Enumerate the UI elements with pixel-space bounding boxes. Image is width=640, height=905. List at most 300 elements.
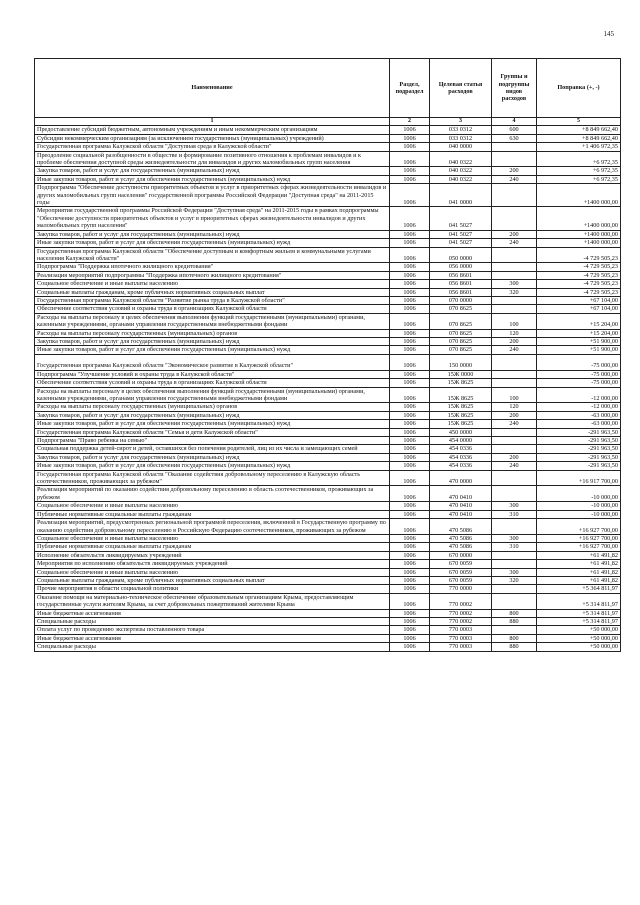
cell-amount: +61 491,82 bbox=[537, 551, 621, 559]
cell-section: 1006 bbox=[390, 609, 430, 617]
cell-name: Государственная программа Калужской области "Семья и дети Калужской области" bbox=[35, 428, 390, 436]
cell-section: 1006 bbox=[390, 305, 430, 313]
cell-name: Подпрограмма "Поддержка ипотечного жилищного кредитования" bbox=[35, 263, 390, 271]
table-row bbox=[35, 126, 621, 134]
cell-amount: -4 729 505,23 bbox=[537, 247, 621, 263]
cell-target: 454 0336 bbox=[430, 445, 492, 453]
cell-section: 1006 bbox=[390, 462, 430, 470]
cell-amount: +50 000,00 bbox=[537, 643, 621, 651]
header-number: 4 bbox=[492, 118, 537, 126]
cell-name: Реализация мероприятий подпрограммы "Поддержка ипотечного жилищного кредитования" bbox=[35, 271, 390, 279]
cell-name: Подпрограмма "Право ребенка на семью" bbox=[35, 437, 390, 445]
cell-section: 1006 bbox=[390, 445, 430, 453]
header-number: 3 bbox=[430, 118, 492, 126]
cell-target: 770 0003 bbox=[430, 634, 492, 642]
cell-group bbox=[492, 560, 537, 568]
cell-section: 1006 bbox=[390, 379, 430, 387]
cell-section: 1006 bbox=[390, 337, 430, 345]
cell-amount: +6 972,35 bbox=[537, 167, 621, 175]
cell-amount: +51 900,00 bbox=[537, 337, 621, 345]
cell-target: 470 0000 bbox=[430, 470, 492, 486]
cell-name: Преодоление социальной разобщенности в обществе и формирование позитивного отношения к проблемам инвалидов и к проблеме обеспечения доступной среды жизнедеятельности для инвалидов и других маломобильных групп населения bbox=[35, 151, 390, 167]
cell-amount: +16 927 700,00 bbox=[537, 519, 621, 535]
cell-name: Подпрограмма "Обеспечение доступности приоритетных объектов и услуг в приоритетных сферах жизнедеятельности инвалидов и других маломобильных групп населения" государственной программы Российской Федерации "Доступная среда" на 2011-2015 годы bbox=[35, 184, 390, 207]
table-row bbox=[35, 634, 621, 642]
cell-section: 1006 bbox=[390, 551, 430, 559]
cell-name: Социальное обеспечение и иные выплаты населению bbox=[35, 534, 390, 542]
cell-amount: -291 963,50 bbox=[537, 453, 621, 461]
cell-section: 1006 bbox=[390, 634, 430, 642]
cell-section: 1006 bbox=[390, 534, 430, 542]
cell-name: Расходы на выплаты персоналу государственных (муниципальных) органов bbox=[35, 403, 390, 411]
cell-target: 15Ж 8625 bbox=[430, 420, 492, 428]
cell-group bbox=[492, 305, 537, 313]
table-row bbox=[35, 280, 621, 288]
cell-section: 1006 bbox=[390, 175, 430, 183]
cell-target: 056 8601 bbox=[430, 271, 492, 279]
cell-amount: -63 000,00 bbox=[537, 411, 621, 419]
cell-section: 1006 bbox=[390, 568, 430, 576]
header-numbers-row bbox=[35, 118, 621, 126]
cell-target: 041 5027 bbox=[430, 207, 492, 230]
cell-target: 070 8625 bbox=[430, 305, 492, 313]
cell-target: 040 0322 bbox=[430, 167, 492, 175]
cell-amount: -63 000,00 bbox=[537, 420, 621, 428]
cell-section: 1006 bbox=[390, 271, 430, 279]
header-target: Целевая статья расходов bbox=[430, 59, 492, 118]
cell-group bbox=[492, 486, 537, 502]
cell-target: 670 0059 bbox=[430, 560, 492, 568]
cell-target: 033 0312 bbox=[430, 134, 492, 142]
cell-section: 1006 bbox=[390, 280, 430, 288]
table-row bbox=[35, 502, 621, 510]
cell-name: Иные закупки товаров, работ и услуг для обеспечения государственных (муниципальных) нужд bbox=[35, 420, 390, 428]
cell-group: 200 bbox=[492, 453, 537, 461]
cell-group bbox=[492, 271, 537, 279]
cell-amount: -4 729 505,23 bbox=[537, 271, 621, 279]
cell-target: 770 0003 bbox=[430, 626, 492, 634]
cell-group: 880 bbox=[492, 617, 537, 625]
cell-section: 1006 bbox=[390, 560, 430, 568]
cell-group: 240 bbox=[492, 346, 537, 354]
cell-amount: +5 314 811,97 bbox=[537, 609, 621, 617]
cell-section: 1006 bbox=[390, 239, 430, 247]
cell-amount: +5 364 811,97 bbox=[537, 585, 621, 593]
cell-name: Исполнение обязательств ликвидируемых учреждений bbox=[35, 551, 390, 559]
cell-amount: +15 204,00 bbox=[537, 313, 621, 329]
table-row bbox=[35, 560, 621, 568]
table-row bbox=[35, 593, 621, 609]
cell-section: 1006 bbox=[390, 126, 430, 134]
cell-target: 470 5086 bbox=[430, 534, 492, 542]
cell-amount: +51 900,00 bbox=[537, 346, 621, 354]
cell-amount: -4 729 505,23 bbox=[537, 263, 621, 271]
table-row bbox=[35, 411, 621, 419]
cell-target: 070 8625 bbox=[430, 337, 492, 345]
cell-group bbox=[492, 470, 537, 486]
cell-section: 1006 bbox=[390, 543, 430, 551]
cell-target: 040 0322 bbox=[430, 175, 492, 183]
cell-group bbox=[492, 370, 537, 378]
cell-amount: +61 491,82 bbox=[537, 576, 621, 584]
cell-group: 600 bbox=[492, 126, 537, 134]
cell-group bbox=[492, 626, 537, 634]
cell-name: Закупка товаров, работ и услуг для государственных (муниципальных) нужд bbox=[35, 337, 390, 345]
cell-name: Реализация мероприятий, предусмотренных региональной программой переселения, включенной в Государственную программу по оказанию содействия добровольному переселению в Российскую Федерацию соотечественников, проживающих за рубежом bbox=[35, 519, 390, 535]
table-row bbox=[35, 445, 621, 453]
cell-section: 1006 bbox=[390, 626, 430, 634]
cell-target: 056 8601 bbox=[430, 280, 492, 288]
cell-section: 1006 bbox=[390, 167, 430, 175]
cell-amount: +15 204,00 bbox=[537, 329, 621, 337]
table-row bbox=[35, 543, 621, 551]
cell-section: 1006 bbox=[390, 329, 430, 337]
cell-target: 070 8625 bbox=[430, 346, 492, 354]
cell-section: 1006 bbox=[390, 184, 430, 207]
table-row bbox=[35, 379, 621, 387]
table-row bbox=[35, 510, 621, 518]
cell-target: 040 0322 bbox=[430, 151, 492, 167]
cell-group bbox=[492, 437, 537, 445]
cell-section: 1006 bbox=[390, 428, 430, 436]
table-row bbox=[35, 617, 621, 625]
header-section: Раздел, подраздел bbox=[390, 59, 430, 118]
table-row bbox=[35, 230, 621, 238]
cell-group bbox=[492, 585, 537, 593]
cell-amount: +50 000,00 bbox=[537, 634, 621, 642]
cell-section: 1006 bbox=[390, 519, 430, 535]
cell-group: 120 bbox=[492, 329, 537, 337]
cell-group bbox=[492, 445, 537, 453]
cell-amount: +1400 000,00 bbox=[537, 207, 621, 230]
table-row bbox=[35, 288, 621, 296]
cell-group bbox=[492, 428, 537, 436]
cell-name: Иные закупки товаров, работ и услуг для обеспечения государственных (муниципальных) нужд bbox=[35, 239, 390, 247]
cell-name: Иные закупки товаров, работ и услуг для обеспечения государственных (муниципальных) нужд bbox=[35, 175, 390, 183]
cell-target: 470 0410 bbox=[430, 510, 492, 518]
cell-target: 770 0000 bbox=[430, 585, 492, 593]
cell-group: 200 bbox=[492, 411, 537, 419]
cell-group: 240 bbox=[492, 175, 537, 183]
cell-name: Государственная программа Калужской области "Оказание содействия добровольному переселению в Калужскую область соотечественников, проживающих за рубежом" bbox=[35, 470, 390, 486]
cell-name: Закупка товаров, работ и услуг для государственных (муниципальных) нужд bbox=[35, 411, 390, 419]
cell-amount: +67 104,00 bbox=[537, 305, 621, 313]
cell-target: 041 5027 bbox=[430, 239, 492, 247]
cell-name: Мероприятия по исполнению обязательств ликвидируемых учреждений bbox=[35, 560, 390, 568]
cell-name: Подпрограмма "Улучшение условий и охраны труда в Калужской области" bbox=[35, 370, 390, 378]
cell-amount: -10 000,00 bbox=[537, 486, 621, 502]
table-row bbox=[35, 551, 621, 559]
cell-amount: +1400 000,00 bbox=[537, 239, 621, 247]
cell-amount: -291 963,50 bbox=[537, 437, 621, 445]
cell-target: 450 0000 bbox=[430, 428, 492, 436]
cell-group: 240 bbox=[492, 462, 537, 470]
cell-name: Государственная программа Калужской области "Развитие рынка труда в Калужской области" bbox=[35, 296, 390, 304]
cell-target: 15Ж 8625 bbox=[430, 379, 492, 387]
table-row bbox=[35, 175, 621, 183]
cell-section: 1006 bbox=[390, 296, 430, 304]
table-row bbox=[35, 305, 621, 313]
table-row bbox=[35, 296, 621, 304]
table-row bbox=[35, 184, 621, 207]
cell-name: Реализация мероприятий по оказанию содействия добровольному переселению в область соотечественников, проживающих за рубежом bbox=[35, 486, 390, 502]
cell-group: 100 bbox=[492, 313, 537, 329]
cell-amount: -10 000,00 bbox=[537, 510, 621, 518]
cell-name: Расходы на выплаты персоналу в целях обеспечения выполнения функций государственными (муниципальными) органами, казенными учреждениями, органами управления государственными внебюджетными фондами bbox=[35, 387, 390, 403]
table-row bbox=[35, 143, 621, 151]
cell-section: 1006 bbox=[390, 207, 430, 230]
cell-target: 041 0000 bbox=[430, 184, 492, 207]
cell-section: 1006 bbox=[390, 585, 430, 593]
cell-name: Публичные нормативные социальные выплаты гражданам bbox=[35, 543, 390, 551]
table-row bbox=[35, 428, 621, 436]
table-row bbox=[35, 437, 621, 445]
cell-amount: -291 963,50 bbox=[537, 428, 621, 436]
cell-group bbox=[492, 247, 537, 263]
cell-group: 630 bbox=[492, 134, 537, 142]
cell-group: 320 bbox=[492, 576, 537, 584]
cell-section: 1006 bbox=[390, 151, 430, 167]
cell-group bbox=[492, 143, 537, 151]
table-row bbox=[35, 568, 621, 576]
cell-target: 470 5086 bbox=[430, 519, 492, 535]
table-row bbox=[35, 403, 621, 411]
cell-name: Государственная программа Калужской области "Доступная среда в Калужской области" bbox=[35, 143, 390, 151]
cell-name: Государственная программа Калужской области "Обеспечение доступным и комфортным жильем и коммунальными услугами населения Калужской области" bbox=[35, 247, 390, 263]
cell-amount: +1400 000,00 bbox=[537, 230, 621, 238]
cell-target: 470 0410 bbox=[430, 486, 492, 502]
cell-group: 310 bbox=[492, 543, 537, 551]
table-row bbox=[35, 370, 621, 378]
header-group: Группы и подгруппы видов расходов bbox=[492, 59, 537, 118]
table-row bbox=[35, 453, 621, 461]
cell-group bbox=[492, 519, 537, 535]
cell-amount: +1 406 972,35 bbox=[537, 143, 621, 151]
cell-group: 240 bbox=[492, 420, 537, 428]
table-row bbox=[35, 626, 621, 634]
cell-name: Государственная программа Калужской области "Экономическое развитие в Калужской области" bbox=[35, 354, 390, 370]
table-row bbox=[35, 239, 621, 247]
cell-amount: -75 000,00 bbox=[537, 354, 621, 370]
cell-name: Прочие мероприятия в области социальной политики bbox=[35, 585, 390, 593]
cell-target: 670 0059 bbox=[430, 576, 492, 584]
table-row bbox=[35, 263, 621, 271]
cell-section: 1006 bbox=[390, 288, 430, 296]
cell-name: Расходы на выплаты персоналу государственных (муниципальных) органов bbox=[35, 329, 390, 337]
cell-target: 470 5086 bbox=[430, 543, 492, 551]
cell-group: 300 bbox=[492, 568, 537, 576]
cell-target: 770 0002 bbox=[430, 609, 492, 617]
header-number: 1 bbox=[35, 118, 390, 126]
cell-amount: +61 491,82 bbox=[537, 568, 621, 576]
cell-amount: -4 729 505,23 bbox=[537, 288, 621, 296]
table-row bbox=[35, 609, 621, 617]
cell-name: Социальная поддержка детей-сирот и детей, оставшихся без попечения родителей, лиц из их числа и замещающих семей bbox=[35, 445, 390, 453]
cell-group: 240 bbox=[492, 239, 537, 247]
cell-section: 1006 bbox=[390, 420, 430, 428]
table-row bbox=[35, 470, 621, 486]
cell-section: 1006 bbox=[390, 143, 430, 151]
table-row bbox=[35, 387, 621, 403]
cell-name: Закупка товаров, работ и услуг для государственных (муниципальных) нужд bbox=[35, 230, 390, 238]
cell-section: 1006 bbox=[390, 230, 430, 238]
cell-amount: -75 000,00 bbox=[537, 370, 621, 378]
cell-amount: +8 849 662,40 bbox=[537, 134, 621, 142]
cell-section: 1006 bbox=[390, 411, 430, 419]
cell-amount: +1400 000,00 bbox=[537, 184, 621, 207]
cell-section: 1006 bbox=[390, 346, 430, 354]
table-row bbox=[35, 486, 621, 502]
cell-name: Иные закупки товаров, работ и услуг для обеспечения государственных (муниципальных) нужд bbox=[35, 462, 390, 470]
cell-section: 1006 bbox=[390, 617, 430, 625]
cell-amount: +5 314 811,97 bbox=[537, 593, 621, 609]
cell-amount: -75 000,00 bbox=[537, 379, 621, 387]
table-row bbox=[35, 313, 621, 329]
cell-target: 454 0336 bbox=[430, 453, 492, 461]
table-row bbox=[35, 271, 621, 279]
table-row bbox=[35, 207, 621, 230]
cell-group bbox=[492, 184, 537, 207]
cell-group: 100 bbox=[492, 387, 537, 403]
cell-target: 056 8601 bbox=[430, 288, 492, 296]
cell-target: 470 0410 bbox=[430, 502, 492, 510]
table-row bbox=[35, 643, 621, 651]
cell-name: Социальные выплаты гражданам, кроме публичных нормативных социальных выплат bbox=[35, 576, 390, 584]
cell-target: 770 0003 bbox=[430, 643, 492, 651]
cell-amount: +6 972,35 bbox=[537, 175, 621, 183]
cell-amount: +16 927 700,00 bbox=[537, 534, 621, 542]
cell-group: 120 bbox=[492, 403, 537, 411]
cell-group bbox=[492, 354, 537, 370]
cell-target: 070 8625 bbox=[430, 313, 492, 329]
cell-amount: +16 917 700,00 bbox=[537, 470, 621, 486]
table-row bbox=[35, 354, 621, 370]
cell-name: Закупка товаров, работ и услуг для государственных (муниципальных) нужд bbox=[35, 453, 390, 461]
cell-group: 200 bbox=[492, 230, 537, 238]
cell-target: 056 0000 bbox=[430, 263, 492, 271]
cell-name: Специальные расходы bbox=[35, 617, 390, 625]
cell-section: 1006 bbox=[390, 643, 430, 651]
cell-group: 300 bbox=[492, 502, 537, 510]
cell-name: Предоставление субсидий бюджетным, автономным учреждениям и иным некоммерческим организациям bbox=[35, 126, 390, 134]
cell-amount: +50 000,00 bbox=[537, 626, 621, 634]
table-row bbox=[35, 585, 621, 593]
cell-section: 1006 bbox=[390, 453, 430, 461]
table-row bbox=[35, 462, 621, 470]
cell-group bbox=[492, 207, 537, 230]
cell-target: 033 0312 bbox=[430, 126, 492, 134]
cell-target: 670 0000 bbox=[430, 551, 492, 559]
cell-section: 1006 bbox=[390, 247, 430, 263]
cell-group bbox=[492, 551, 537, 559]
cell-group: 200 bbox=[492, 337, 537, 345]
cell-group: 320 bbox=[492, 288, 537, 296]
cell-target: 041 5027 bbox=[430, 230, 492, 238]
cell-name: Закупка товаров, работ и услуг для государственных (муниципальных) нужд bbox=[35, 167, 390, 175]
cell-target: 15Ж 0000 bbox=[430, 370, 492, 378]
header-amendment: Поправка (+, -) bbox=[537, 59, 621, 118]
cell-section: 1006 bbox=[390, 387, 430, 403]
cell-target: 770 0002 bbox=[430, 593, 492, 609]
cell-section: 1006 bbox=[390, 470, 430, 486]
cell-group: 310 bbox=[492, 510, 537, 518]
table-row bbox=[35, 247, 621, 263]
cell-amount: -291 963,50 bbox=[537, 462, 621, 470]
cell-name: Социальное обеспечение и иные выплаты населению bbox=[35, 280, 390, 288]
table-body bbox=[35, 126, 621, 651]
cell-target: 050 0000 bbox=[430, 247, 492, 263]
header-number: 2 bbox=[390, 118, 430, 126]
cell-name: Иные бюджетные ассигнования bbox=[35, 634, 390, 642]
cell-section: 1006 bbox=[390, 134, 430, 142]
header-name: Наименование bbox=[35, 59, 390, 118]
table-row bbox=[35, 534, 621, 542]
cell-group bbox=[492, 263, 537, 271]
cell-section: 1006 bbox=[390, 593, 430, 609]
cell-target: 040 0000 bbox=[430, 143, 492, 151]
budget-table bbox=[34, 58, 621, 652]
table-header-row bbox=[35, 59, 621, 118]
cell-group bbox=[492, 593, 537, 609]
table-row bbox=[35, 134, 621, 142]
cell-group: 800 bbox=[492, 609, 537, 617]
cell-name: Социальные выплаты гражданам, кроме публичных нормативных социальных выплат bbox=[35, 288, 390, 296]
cell-name: Специальные расходы bbox=[35, 643, 390, 651]
table-row bbox=[35, 167, 621, 175]
cell-section: 1006 bbox=[390, 370, 430, 378]
cell-amount: +67 104,00 bbox=[537, 296, 621, 304]
cell-name: Оплата услуг по проведению экспертизы поставленного товара bbox=[35, 626, 390, 634]
table-row bbox=[35, 337, 621, 345]
cell-group: 800 bbox=[492, 634, 537, 642]
cell-section: 1006 bbox=[390, 576, 430, 584]
cell-group: 200 bbox=[492, 167, 537, 175]
cell-amount: +5 314 811,97 bbox=[537, 617, 621, 625]
cell-target: 150 0000 bbox=[430, 354, 492, 370]
cell-amount: -4 729 505,23 bbox=[537, 280, 621, 288]
cell-name: Расходы на выплаты персоналу в целях обеспечения выполнения функций государственными (муниципальными) органами, казенными учреждениями, органами управления государственными внебюджетными фондами bbox=[35, 313, 390, 329]
header-number: 5 bbox=[537, 118, 621, 126]
cell-section: 1006 bbox=[390, 486, 430, 502]
cell-section: 1006 bbox=[390, 403, 430, 411]
cell-amount: +61 491,82 bbox=[537, 560, 621, 568]
cell-name: Обеспечение соответствия условий и охраны труда в организациях Калужской области bbox=[35, 379, 390, 387]
table-row bbox=[35, 420, 621, 428]
cell-amount: +8 849 662,40 bbox=[537, 126, 621, 134]
cell-amount: +16 927 700,00 bbox=[537, 543, 621, 551]
cell-amount: -291 963,50 bbox=[537, 445, 621, 453]
cell-target: 770 0002 bbox=[430, 617, 492, 625]
cell-group: 300 bbox=[492, 534, 537, 542]
table-row bbox=[35, 576, 621, 584]
cell-section: 1006 bbox=[390, 313, 430, 329]
cell-target: 070 0000 bbox=[430, 296, 492, 304]
table-row bbox=[35, 329, 621, 337]
table-row bbox=[35, 346, 621, 354]
cell-amount: +6 972,35 bbox=[537, 151, 621, 167]
cell-name: Публичные нормативные социальные выплаты гражданам bbox=[35, 510, 390, 518]
cell-group: 880 bbox=[492, 643, 537, 651]
cell-group: 300 bbox=[492, 280, 537, 288]
cell-target: 454 0000 bbox=[430, 437, 492, 445]
cell-target: 15Ж 8625 bbox=[430, 403, 492, 411]
cell-name: Оказание помощи на материально-техническое обеспечение образовательным организациям Крыма, предоставляющим государственные услуги жителям Крыма, за счет добровольных пожертвований жителями Крыма bbox=[35, 593, 390, 609]
cell-target: 15Ж 8625 bbox=[430, 387, 492, 403]
cell-name: Социальное обеспечение и иные выплаты населению bbox=[35, 568, 390, 576]
cell-name: Иные бюджетные ассигнования bbox=[35, 609, 390, 617]
cell-group bbox=[492, 379, 537, 387]
cell-section: 1006 bbox=[390, 263, 430, 271]
